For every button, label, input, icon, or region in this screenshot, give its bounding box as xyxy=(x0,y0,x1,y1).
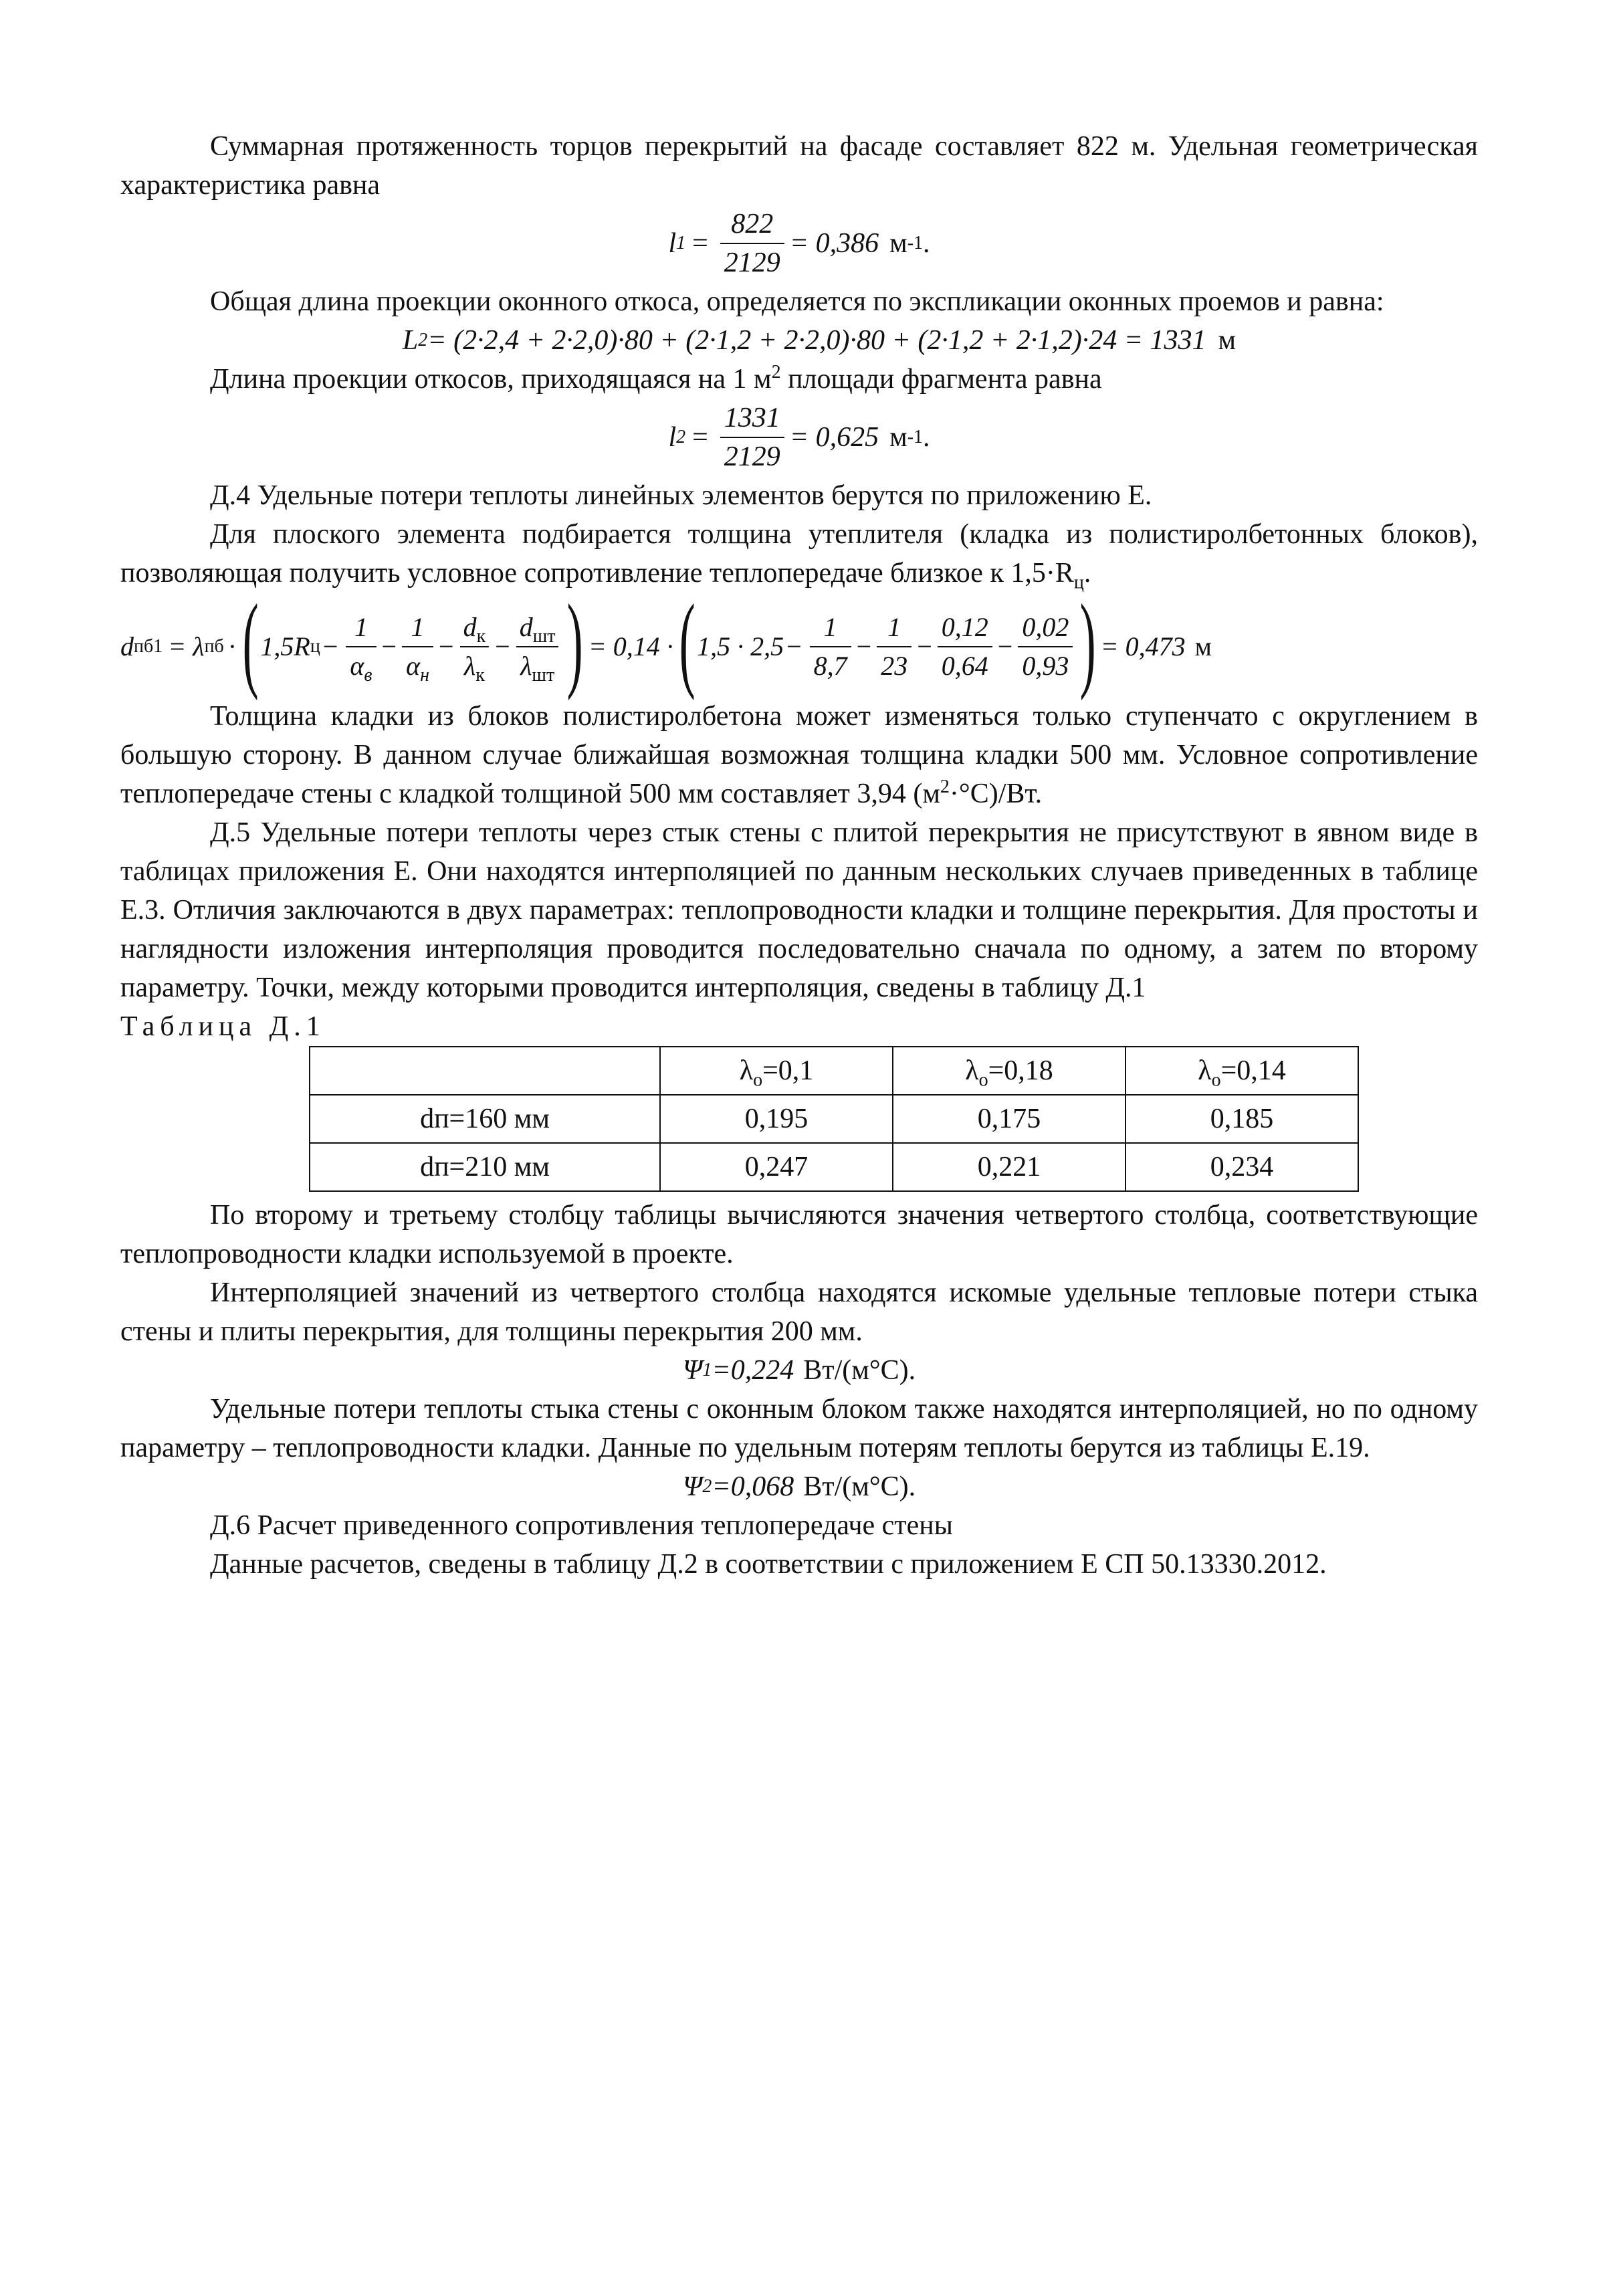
table-header-row xyxy=(310,1047,1358,1095)
paragraph-window-joint: Удельные потери теплоты стыка стены с оконным блоком также находятся интерполяцией, но по одному параметру – теплопроводности кладки. Данные по удельным потерям теплоты берутся из таблицы Е.19. xyxy=(120,1394,1478,1463)
paragraph-slope-length: Длина проекции откосов, приходящаяся на 1 $м^2$ площади фрагмента равна xyxy=(210,362,1102,395)
paragraph-calculations: Данные расчетов, сведены в таблицу Д.2 в соответствии с приложением Е СП 50.13330.2012. xyxy=(210,1549,1327,1580)
equation-l2: l 2 = $\frac{1331}{2129}$ = 0,625 м -1 . xyxy=(120,399,1478,476)
table-cell: $\lambda_о=0,18$ xyxy=(893,1047,1125,1095)
paragraph-d5: Д.5 Удельные потери теплоты через стык стены с плитой перекрытия не присутствуют в явном виде в таблицах приложения Е. Они находятся интерполяцией по данным нескольких случаев приведенных в таблице Е.3. Отличия заключаются в двух параметрах: теплопроводности кладки и толщине перекрытия. Для простоты и наглядности изложения интерполяция проводится последовательно сначала по одному, а затем по второму параметру. Точки, между которыми проводится интерполяция, сведены в таблицу Д.1 xyxy=(120,817,1478,1003)
equation-psi2: Ψ 2 =0,068 Вт/(м°С). xyxy=(682,1471,916,1502)
table-cell: $\lambda_о=0,14$ xyxy=(1125,1047,1358,1095)
table-cell: 0,175 xyxy=(893,1095,1125,1143)
paragraph-interpolation: Интерполяцией значений из четвертого столбца находятся искомые удельные тепловые потери стыка стены и плиты перекрытия, для толщины перекрытия 200 мм. xyxy=(120,1277,1478,1347)
table-caption: Таблица Д.1 xyxy=(120,1011,326,1042)
equation-dpb1: d пб1 = λ пб · ( 1,5R ц − 1 $\alpha_в$ − 1 $\alpha_н$ − $d_к$ $\lambda_к$ − $d_{шт}$ $\lambda_{шт}$ ) = 0,14 · ( 1,5 · 2,5 − $\frac{1}{8,7}$ − $\frac{1}{23}$ − $\frac{0,12}{0,64}$ − $\frac{0,02}{0,93}$ ) = 0,473 м xyxy=(120,582,1212,701)
fraction: $\frac{1}{23}$ xyxy=(877,609,911,685)
table-cell xyxy=(310,1047,660,1095)
paragraph-d6: Д.6 Расчет приведенного сопротивления теплопередаче стены xyxy=(210,1510,953,1541)
table-cell: 0,247 xyxy=(660,1143,893,1191)
fraction: $\frac{1331}{2129}$ xyxy=(720,399,784,476)
paragraph-masonry-thickness: Толщина кладки из блоков полистиролбетона может изменяться только ступенчато с округлением в большую сторону. В данном случае ближайшая возможная толщина кладки 500 мм. Условное сопротивление теплопередаче стены с кладкой толщиной 500 мм составляет 3,94 $(м^2\cdot^\circ С)/Вт$. xyxy=(120,701,1478,809)
fraction: $\frac{822}{2129}$ xyxy=(720,205,784,282)
fraction: $d_к$ $\lambda_к$ xyxy=(459,609,490,685)
table-cell: $\lambda_о=0,1$ xyxy=(660,1047,893,1095)
document-page xyxy=(120,127,1478,1584)
table-cell: 0,185 xyxy=(1125,1095,1358,1143)
table-cell: 0,195 xyxy=(660,1095,893,1143)
fraction: 1 $\alpha_в$ xyxy=(346,609,376,685)
table-cell: dп=160 мм xyxy=(310,1095,660,1143)
paragraph-d4: Д.4 Удельные потери теплоты линейных элементов берутся по приложению Е. xyxy=(210,480,1152,511)
equation-L2: L 2 = (2·2,4 + 2·2,0)·80 + (2·1,2 + 2·2,0)·80 + (2·1,2 + 2·1,2)·24 = 1331 м xyxy=(402,325,1237,356)
equation-l1: l 1 = $\frac{822}{2129}$ = 0,386 м -1 . xyxy=(120,205,1478,282)
fraction: $d_{шт}$ $\lambda_{шт}$ xyxy=(516,609,560,685)
paragraph-window-projection: Общая длина проекции оконного откоса, определяется по экспликации оконных проемов и равна: xyxy=(210,286,1384,317)
table-row xyxy=(310,1143,1358,1191)
equation-psi1: Ψ 1 =0,224 Вт/(м°С). xyxy=(682,1355,916,1386)
table-row xyxy=(310,1095,1358,1143)
table-cell: dп=210 мм xyxy=(310,1143,660,1191)
paragraph-insulation: Для плоского элемента подбирается толщина утеплителя (кладка из полистиролбетонных блоков), позволяющая получить условное сопротивление теплопередаче близкое к $1,5\cdot R_ц$. xyxy=(120,519,1478,593)
fraction: $\frac{0,12}{0,64}$ xyxy=(938,609,992,685)
fraction: 1 $\alpha_н$ xyxy=(402,609,433,685)
table-cell: 0,221 xyxy=(893,1143,1125,1191)
fraction: $\frac{0,02}{0,93}$ xyxy=(1018,609,1073,685)
fraction: $\frac{1}{8,7}$ xyxy=(810,609,851,685)
table-cell: 0,234 xyxy=(1125,1143,1358,1191)
paragraph-columns: По второму и третьему столбцу таблицы вычисляются значения четвертого столбца, соответствующие теплопроводности кладки используемой в проекте. xyxy=(120,1200,1478,1269)
paragraph-perimeter: Суммарная протяженность торцов перекрытий на фасаде составляет 822 м. Удельная геометрическая характеристика равна xyxy=(120,131,1478,201)
table-d1 xyxy=(309,1046,1359,1192)
